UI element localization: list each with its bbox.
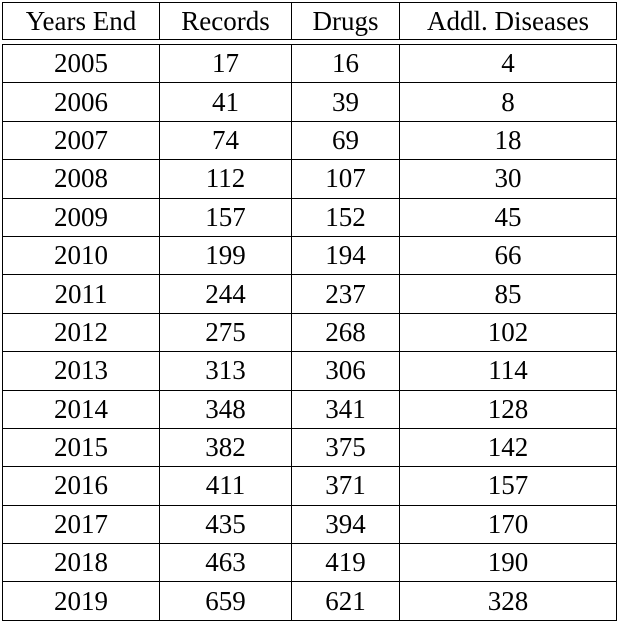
cell-records: 348 [160, 390, 292, 428]
cell-drugs: 194 [292, 236, 400, 274]
cell-drugs: 621 [292, 582, 400, 620]
table-row [3, 83, 617, 121]
cell-drugs: 306 [292, 352, 400, 390]
cell-records: 275 [160, 313, 292, 351]
cell-drugs: 39 [292, 83, 400, 121]
cell-year: 2019 [3, 582, 160, 620]
cell-year: 2006 [3, 83, 160, 121]
table-grid [2, 2, 617, 621]
table-row [3, 505, 617, 543]
cell-drugs: 268 [292, 313, 400, 351]
cell-addl-diseases: 45 [400, 198, 617, 236]
table-row [3, 390, 617, 428]
data-table [2, 2, 616, 626]
cell-addl-diseases: 128 [400, 390, 617, 428]
cell-records: 382 [160, 428, 292, 466]
table-row [3, 428, 617, 466]
table-body [3, 3, 617, 621]
cell-records: 199 [160, 236, 292, 274]
cell-records: 244 [160, 275, 292, 313]
table-row [3, 582, 617, 620]
cell-year: 2018 [3, 544, 160, 582]
cell-drugs: 237 [292, 275, 400, 313]
cell-year: 2009 [3, 198, 160, 236]
cell-addl-diseases: 157 [400, 467, 617, 505]
table-row [3, 467, 617, 505]
cell-drugs: 152 [292, 198, 400, 236]
cell-records: 112 [160, 160, 292, 198]
cell-drugs: 371 [292, 467, 400, 505]
cell-drugs: 16 [292, 45, 400, 83]
cell-records: 411 [160, 467, 292, 505]
table-row [3, 236, 617, 274]
cell-records: 157 [160, 198, 292, 236]
cell-year: 2011 [3, 275, 160, 313]
cell-drugs: 375 [292, 428, 400, 466]
column-header-drugs: Drugs [292, 3, 400, 40]
cell-year: 2005 [3, 45, 160, 83]
cell-year: 2015 [3, 428, 160, 466]
cell-records: 463 [160, 544, 292, 582]
table-row [3, 160, 617, 198]
cell-year: 2016 [3, 467, 160, 505]
column-header-records: Records [160, 3, 292, 40]
cell-drugs: 394 [292, 505, 400, 543]
cell-year: 2007 [3, 121, 160, 159]
cell-year: 2008 [3, 160, 160, 198]
cell-records: 659 [160, 582, 292, 620]
cell-year: 2013 [3, 352, 160, 390]
cell-year: 2017 [3, 505, 160, 543]
cell-year: 2010 [3, 236, 160, 274]
cell-addl-diseases: 4 [400, 45, 617, 83]
cell-addl-diseases: 114 [400, 352, 617, 390]
cell-records: 313 [160, 352, 292, 390]
cell-year: 2014 [3, 390, 160, 428]
cell-drugs: 341 [292, 390, 400, 428]
cell-addl-diseases: 8 [400, 83, 617, 121]
cell-drugs: 69 [292, 121, 400, 159]
table-row [3, 313, 617, 351]
cell-addl-diseases: 190 [400, 544, 617, 582]
cell-addl-diseases: 102 [400, 313, 617, 351]
cell-addl-diseases: 30 [400, 160, 617, 198]
cell-addl-diseases: 85 [400, 275, 617, 313]
cell-records: 17 [160, 45, 292, 83]
table-row [3, 544, 617, 582]
column-header-years-end: Years End [3, 3, 160, 40]
table-row [3, 45, 617, 83]
cell-records: 435 [160, 505, 292, 543]
cell-addl-diseases: 328 [400, 582, 617, 620]
table-row [3, 198, 617, 236]
column-header-addl-diseases: Addl. Diseases [400, 3, 617, 40]
cell-records: 74 [160, 121, 292, 159]
table-row [3, 121, 617, 159]
cell-addl-diseases: 142 [400, 428, 617, 466]
cell-year: 2012 [3, 313, 160, 351]
table-row [3, 275, 617, 313]
table-header-row [3, 3, 617, 40]
cell-addl-diseases: 18 [400, 121, 617, 159]
cell-drugs: 419 [292, 544, 400, 582]
cell-addl-diseases: 66 [400, 236, 617, 274]
cell-drugs: 107 [292, 160, 400, 198]
cell-records: 41 [160, 83, 292, 121]
table-row [3, 352, 617, 390]
cell-addl-diseases: 170 [400, 505, 617, 543]
